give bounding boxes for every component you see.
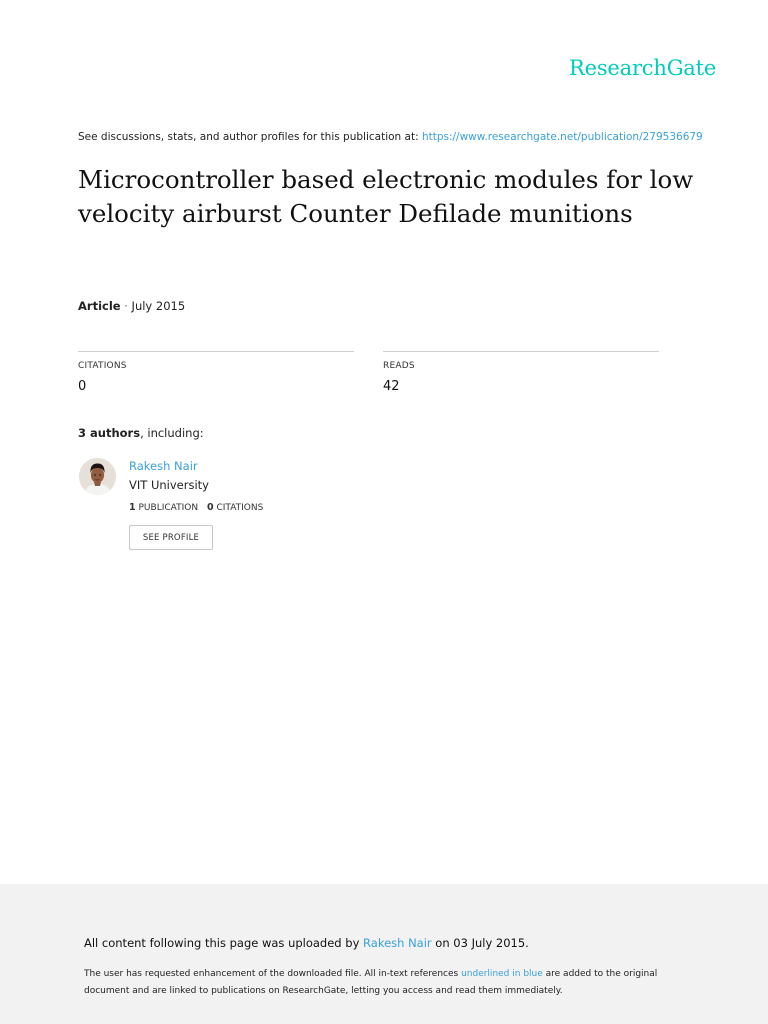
footer: [0, 884, 768, 1024]
upload-line: [84, 936, 529, 950]
author-name-link[interactable]: Rakesh Nair: [129, 459, 198, 473]
reads-stat: [383, 351, 659, 394]
notice-link-text: underlined in blue: [461, 969, 543, 979]
author-institution: VIT University: [129, 478, 209, 492]
author-avatar-icon[interactable]: [79, 458, 116, 495]
upload-prefix: All content following this page was uploaded by: [84, 936, 364, 950]
notice-part2: are added to the original document and are linked to publications on ResearchGate, letting you access and read them immediately.: [84, 969, 658, 996]
uploader-link[interactable]: Rakesh Nair: [363, 936, 432, 950]
citations-label: CITATIONS: [78, 361, 127, 371]
researchgate-logo[interactable]: ResearchGate: [569, 56, 717, 80]
enhancement-notice: [84, 966, 684, 1000]
authors-suffix: , including:: [140, 426, 204, 440]
author-publications-label: PUBLICATION: [138, 503, 199, 513]
publication-date: July 2015: [131, 299, 186, 313]
authors-count: 3 authors: [78, 426, 141, 440]
reads-label: READS: [383, 361, 415, 371]
publication-type: Article: [78, 299, 121, 313]
see-profile-button[interactable]: SEE PROFILE: [129, 525, 213, 550]
upload-suffix: on 03 July 2015.: [431, 936, 529, 950]
publication-url-link[interactable]: https://www.researchgate.net/publication/279536679: [421, 131, 703, 143]
meta-separator: ·: [120, 299, 132, 313]
author-stats: [129, 502, 263, 513]
discussion-prefix: See discussions, stats, and author profiles for this publication at:: [78, 131, 422, 143]
discussion-line: [78, 131, 703, 143]
author-citations-label: CITATIONS: [216, 503, 264, 513]
citations-stat: [78, 351, 354, 394]
publication-meta: [78, 299, 185, 313]
author-publications-count: 1: [129, 502, 136, 513]
author-citations-count: 0: [206, 502, 214, 513]
authors-heading: [78, 426, 204, 440]
citations-value: 0: [78, 379, 87, 394]
notice-part1: The user has requested enhancement of the downloaded file. All in-text references: [84, 969, 462, 979]
publication-title: Microcontroller based electronic modules for low velocity airburst Counter Defilade munitions: [78, 165, 694, 228]
avatar-portrait: [79, 458, 116, 495]
reads-value: 42: [383, 379, 400, 394]
